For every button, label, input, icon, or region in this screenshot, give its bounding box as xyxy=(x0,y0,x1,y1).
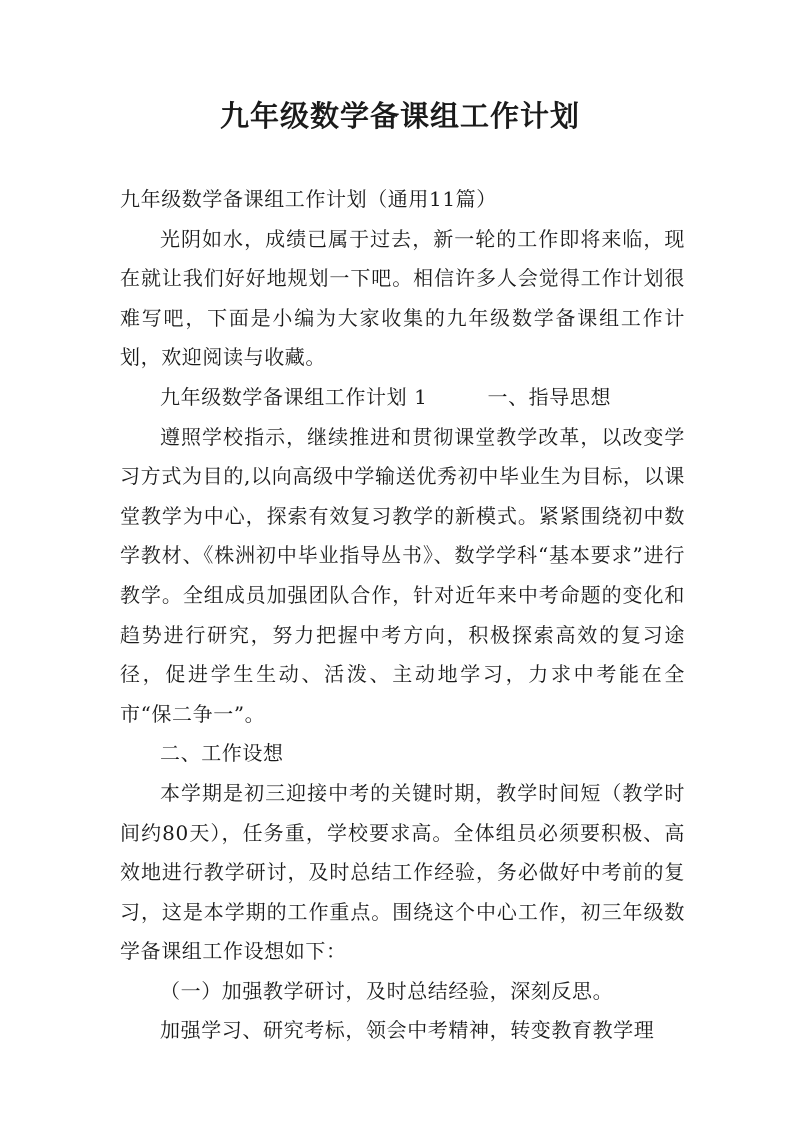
section1-heading: 一、指导思想 xyxy=(487,384,612,409)
plan-heading-line xyxy=(120,378,685,418)
intro-paragraph: 光阴如水，成绩已属于过去，新一轮的工作即将来临，现在就让我们好好地规划一下吧。相信许多人会觉得工作计划很难写吧，下面是小编为大家收集的九年级数学备课组工作计划，欢迎阅读与收藏。 xyxy=(120,226,685,370)
document-subtitle: 九年级数学备课组工作计划（通用11篇） xyxy=(120,187,497,211)
section1-paragraph: 遵照学校指示，继续推进和贯彻课堂教学改革，以改变学习方式为目的,以向高级中学输送优秀初中毕业生为目标，以课堂教学为中心，探索有效复习教学的新模式。紧紧围绕初中数学教材、《株洲初中毕业指导丛书》、数学学科“基本要求”进行教学。全组成员加强团队合作，针对近年来中考命题的变化和趋势进行研究，努力把握中考方向，积极探索高效的复习途径，促进学生生动、活泼、主动地学习，力求中考能在全市“保二争一”。 xyxy=(120,424,685,726)
plan1-heading: 九年级数学备课组工作计划 1 xyxy=(160,384,428,409)
section2-heading: 二、工作设想 xyxy=(160,741,284,766)
document-title: 九年级数学备课组工作计划 xyxy=(219,99,580,133)
subsection1-paragraph: 加强学习、研究考标，领会中考精神，转变教育教学理 xyxy=(160,1018,655,1043)
document-body xyxy=(120,180,685,1051)
section2-paragraph: 本学期是初三迎接中考的关键时期，教学时间短（教学时间约80天），任务重，学校要求高。全体组员必须要积极、高效地进行教学研讨，及时总结工作经验，务必做好中考前的复习，这是本学期的工作重点。围绕这个中心工作，初三年级数学备课组工作设想如下： xyxy=(120,780,685,964)
subsection1-heading: （一）加强教学研讨，及时总结经验，深刻反思。 xyxy=(160,978,614,1003)
